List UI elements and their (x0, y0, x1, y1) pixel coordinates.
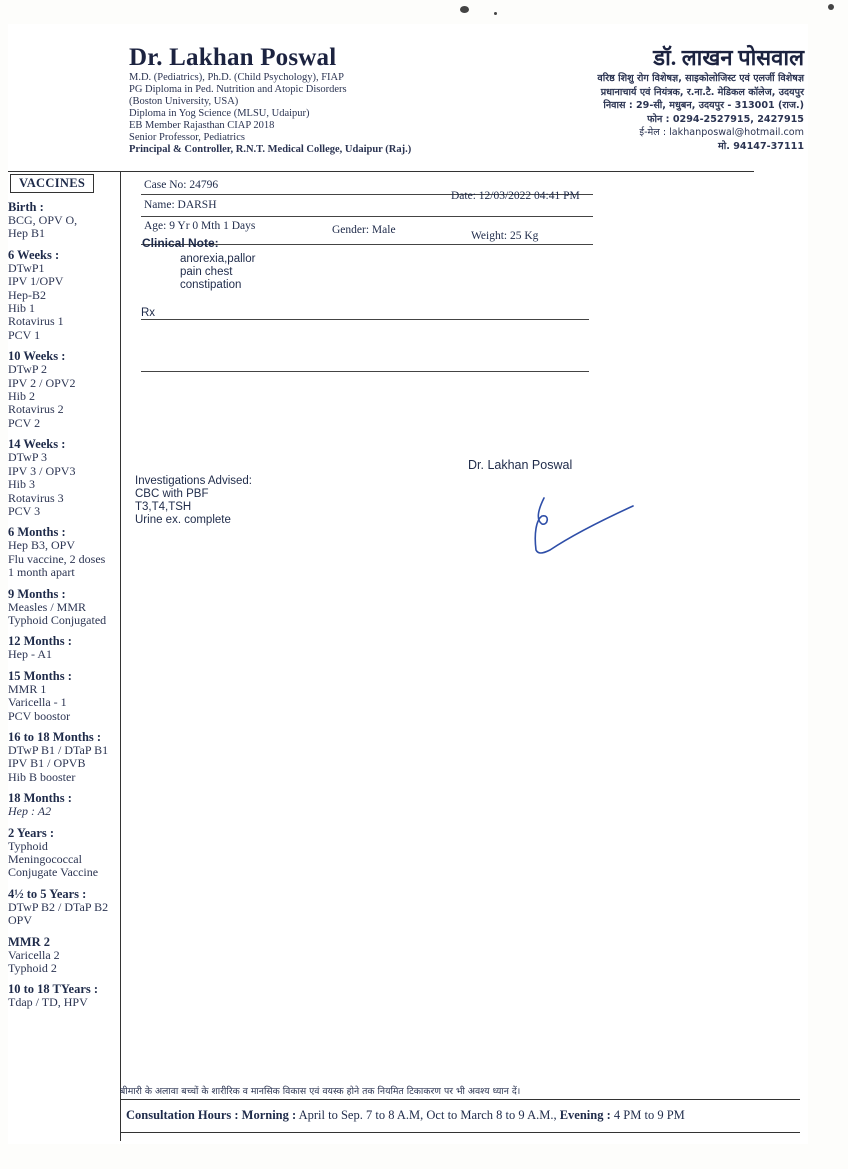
vaccine-item: PCV 2 (8, 415, 41, 430)
vaccine-item: DTwP B1 / DTaP B1 (8, 742, 109, 757)
vaccine-item: Hep B3, OPV (8, 538, 76, 553)
vaccine-item: Hib 3 (8, 477, 35, 492)
vaccine-item: Hep B1 (8, 226, 45, 241)
vaccine-item: PCV boostor (8, 708, 71, 723)
vaccine-item: IPV 1/OPV (8, 274, 64, 289)
doctor-name-english: Dr. Lakhan Poswal (129, 44, 337, 71)
vaccine-item: DTwP 2 (8, 362, 48, 377)
clinical-note-item: pain chest (180, 266, 233, 278)
investigations-advised (135, 475, 252, 527)
vaccine-group (8, 587, 120, 628)
vaccine-item: Conjugate Vaccine (8, 865, 99, 880)
vaccine-item: BCG, OPV O, (8, 213, 78, 227)
vaccine-item: Typhoid 2 (8, 961, 57, 976)
vaccine-item: Rotavirus 2 (8, 402, 64, 417)
vaccine-item: DTwP B2 / DTaP B2 (8, 899, 109, 914)
vaccine-item: Measles / MMR (8, 599, 86, 614)
vaccine-item: IPV 2 / OPV2 (8, 375, 76, 390)
vaccine-group (8, 669, 120, 723)
vaccine-item: PCV 3 (8, 503, 41, 518)
vaccine-group (8, 349, 120, 430)
investigations-title: Investigations Advised: (135, 475, 252, 487)
vaccine-item: Hep - A1 (8, 647, 52, 662)
vaccine-age-heading: 10 to 18 TYears : (8, 982, 99, 997)
doctor-name-hindi: डॉ. लाखन पोसवाल (653, 45, 804, 70)
scan-speck (460, 6, 469, 13)
vaccine-group (8, 730, 120, 784)
vaccine-sidebar (8, 173, 120, 1010)
clinical-note-title: Clinical Note: (142, 236, 219, 250)
credential-line: (Boston University, USA) (129, 96, 239, 107)
letterhead-english (129, 44, 469, 156)
morning-label: Morning : (241, 1108, 297, 1122)
vaccine-item: PCV 1 (8, 327, 41, 342)
investigation-item: Urine ex. complete (135, 514, 231, 526)
vaccine-age-heading: 6 Months : (8, 525, 66, 540)
rule-line (141, 371, 589, 372)
doctor-position: Principal & Controller, R.N.T. Medical College, Udaipur (Raj.) (129, 144, 412, 155)
investigation-item: CBC with PBF (135, 488, 209, 500)
vaccine-group (8, 826, 120, 880)
vaccine-age-heading: 9 Months : (8, 586, 66, 601)
vaccine-age-heading: 16 to 18 Months : (8, 729, 102, 744)
vaccine-group (8, 982, 120, 1009)
morning-hours: April to Sep. 7 to 8 A.M, Oct to March 8 to 9 A.M., (298, 1108, 557, 1122)
vaccine-item: Hib 1 (8, 301, 35, 316)
vaccine-item: MMR 1 (8, 681, 47, 696)
hindi-title-line: वरिष्ठ शिशु रोग विशेषज्ञ, साइकोलोजिस्ट एवं एलर्जी विशेषज्ञ (597, 73, 804, 84)
vaccine-item: Hep-B2 (8, 287, 46, 302)
vaccines-title: VACCINES (10, 174, 94, 193)
vaccine-item: Hib 2 (8, 389, 35, 404)
patient-gender: Gender: Male (332, 224, 396, 236)
case-number: Case No: 24796 (144, 179, 219, 191)
vaccine-item: Hib B booster (8, 769, 76, 784)
letterhead-hindi (474, 42, 804, 153)
vaccine-item: Hep : A2 (8, 804, 52, 819)
rule-line (141, 319, 589, 320)
visit-date: Date: 12/03/2022 04:41 PM (451, 190, 580, 202)
vaccine-item: Varicella - 1 (8, 695, 67, 710)
footer-hindi-note: बीमारी के अलावा बच्चों के शारीरिक व मानसिक विकास एवं वयस्क होने तक नियमित टिकाकरण पर भी अवश्य ध्यान दें। (120, 1086, 521, 1097)
credential-line: M.D. (Pediatrics), Ph.D. (Child Psychology), FIAP (129, 72, 344, 83)
clinical-notes (180, 253, 255, 292)
vaccine-item: OPV (8, 913, 33, 928)
footer-divider (120, 1132, 800, 1133)
vaccine-group (8, 634, 120, 661)
vaccine-item: Rotavirus 1 (8, 314, 64, 329)
patient-weight: Weight: 25 Kg (471, 230, 539, 242)
hindi-mobile-line: मो. 94147-37111 (718, 140, 804, 152)
clinical-note-item: anorexia,pallor (180, 253, 256, 265)
evening-hours: 4 PM to 9 PM (613, 1108, 685, 1122)
patient-name: Name: DARSH (144, 199, 217, 211)
vaccine-group (8, 887, 120, 928)
vaccine-age-heading: 18 Months : (8, 791, 72, 806)
vaccine-item: Flu vaccine, 2 doses (8, 551, 106, 566)
rx-label: Rx (141, 307, 156, 319)
credential-line: Senior Professor, Pediatrics (129, 132, 245, 143)
vaccine-age-heading: MMR 2 (8, 934, 50, 949)
vaccine-item: Meningococcal (8, 852, 82, 866)
vaccine-item: Typhoid Conjugated (8, 612, 107, 627)
vaccine-item: Typhoid (8, 838, 48, 853)
prescription-page (8, 24, 808, 1144)
rule-line (141, 216, 593, 217)
vaccine-age-heading: 10 Weeks : (8, 349, 66, 364)
vaccine-age-heading: 6 Weeks : (8, 247, 60, 262)
hindi-address-line: निवास : 29-सी, मधुबन, उदयपुर - 313001 (राज.) (603, 100, 804, 111)
credential-line: EB Member Rajasthan CIAP 2018 (129, 120, 275, 131)
credential-line: Diploma in Yog Science (MLSU, Udaipur) (129, 108, 310, 119)
hindi-title-line: प्रधानाचार्य एवं नियंत्रक, र.ना.टै. मेडिकल कॉलेज, उदयपुर (600, 86, 804, 98)
vaccine-age-heading: 4½ to 5 Years : (8, 886, 87, 901)
handwritten-signature (528, 494, 638, 558)
clinical-note-item: constipation (180, 279, 242, 291)
vaccine-age-heading: 15 Months : (8, 668, 72, 683)
vaccine-age-heading: 14 Weeks : (8, 437, 66, 452)
vaccine-age-heading: 12 Months : (8, 634, 72, 649)
hindi-phone-line: फोन : 0294-2527915, 2427915 (647, 113, 804, 125)
vaccine-item: Varicella 2 (8, 947, 60, 962)
investigation-item: T3,T4,TSH (135, 501, 192, 513)
vaccine-group (8, 200, 120, 241)
patient-age: Age: 9 Yr 0 Mth 1 Days (144, 220, 256, 232)
vaccine-group (8, 791, 120, 818)
vaccine-item: Rotavirus 3 (8, 490, 64, 505)
vaccine-group (8, 525, 120, 579)
vaccine-group (8, 248, 120, 342)
scan-speck (494, 12, 497, 15)
footer-divider (120, 1099, 800, 1100)
vaccine-item: IPV 3 / OPV3 (8, 463, 76, 478)
vaccine-item: DTwP1 (8, 260, 45, 275)
vaccine-age-heading: Birth : (8, 200, 44, 214)
vaccine-group (8, 935, 120, 976)
evening-label: Evening : (559, 1108, 611, 1122)
consultation-hours (126, 1108, 806, 1123)
hindi-email-line: ई-मेल : lakhanposwal@hotmail.com (639, 127, 804, 138)
vaccine-item: IPV B1 / OPVB (8, 756, 86, 771)
vaccine-item: Tdap / TD, HPV (8, 995, 88, 1010)
vaccine-age-heading: 2 Years : (8, 825, 55, 840)
vaccine-group (8, 437, 120, 518)
sidebar-divider (120, 171, 121, 1141)
credential-line: PG Diploma in Ped. Nutrition and Atopic Disorders (129, 84, 347, 95)
vaccine-item: DTwP 3 (8, 450, 48, 465)
hours-label: Consultation Hours : (126, 1108, 239, 1122)
vaccine-item: 1 month apart (8, 565, 75, 580)
scan-speck (828, 4, 834, 10)
signature-name: Dr. Lakhan Poswal (468, 458, 573, 472)
